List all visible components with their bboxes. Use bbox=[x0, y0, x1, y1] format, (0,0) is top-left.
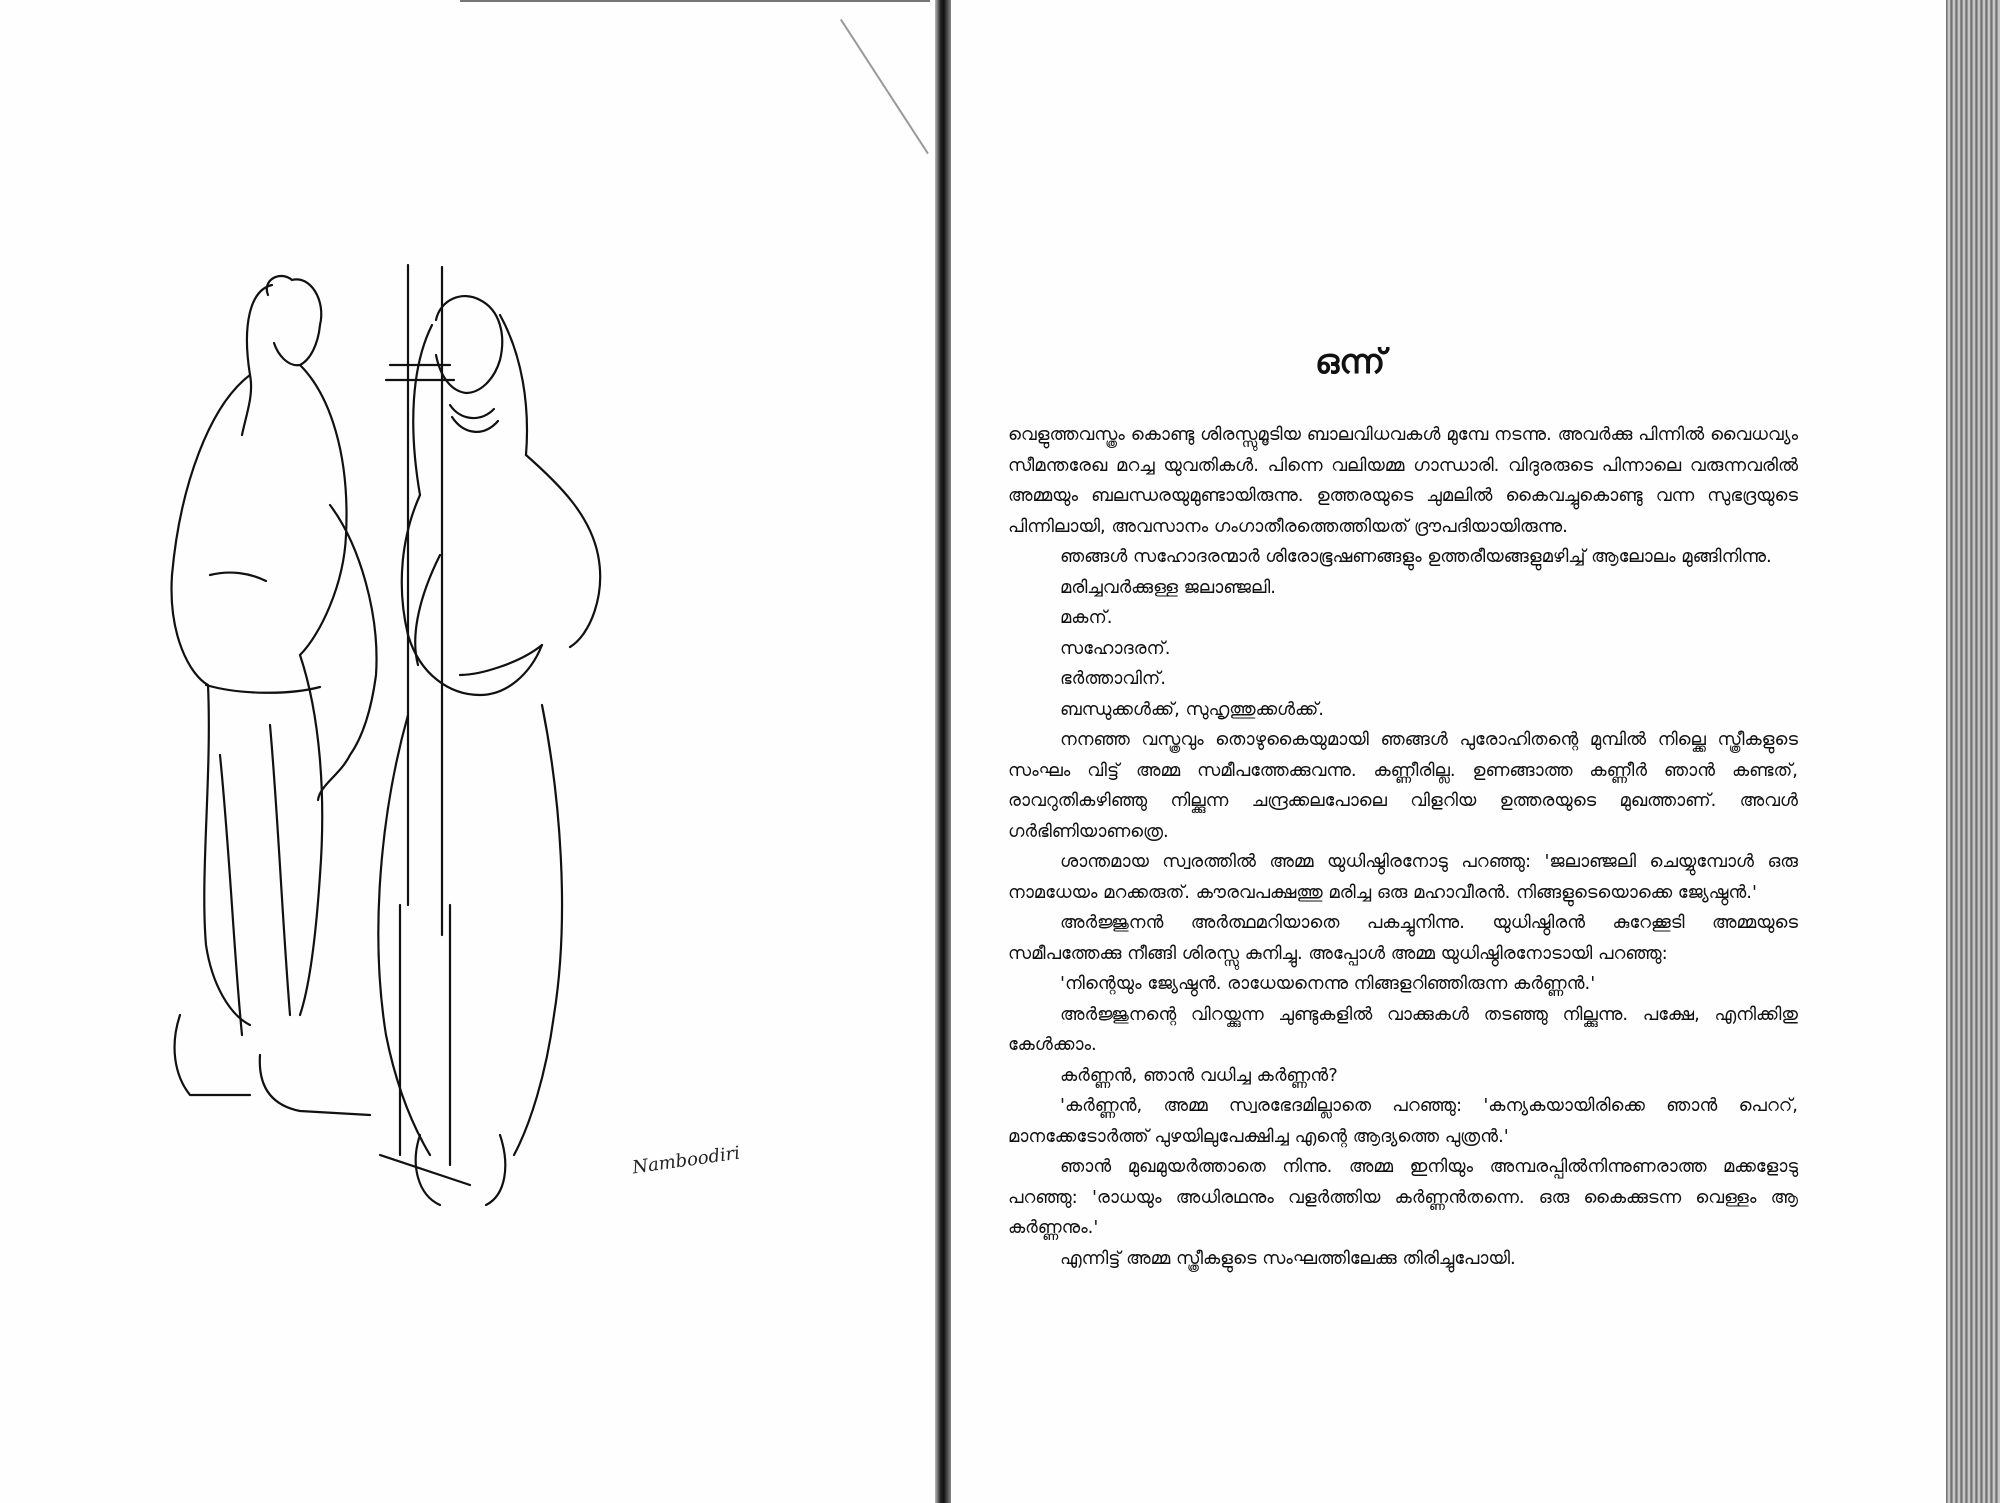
woman-skirt bbox=[378, 705, 562, 1155]
paragraph: 'കർണ്ണൻ, അമ്മ സ്വരഭേദമില്ലാതെ പറഞ്ഞു: 'കന്യകയായിരിക്കെ ഞാൻ പെററ്, മാനക്കേടോർത്ത് പുഴയിലുപേക്ഷിച്ച എന്റെ ആദ്യത്തെ പുത്രൻ.' bbox=[1008, 1095, 1798, 1147]
paragraph: 'നിന്റെയും ജ്യേഷ്ഠൻ. രാധേയനെന്നു നിങ്ങളറിഞ്ഞിരുന്ന കർണ്ണൻ.' bbox=[1060, 973, 1596, 994]
page-edges bbox=[1946, 0, 2000, 1503]
paragraph: കർണ്ണൻ, ഞാൻ വധിച്ച കർണ്ണൻ? bbox=[1060, 1064, 1338, 1086]
man-feet bbox=[175, 1015, 370, 1115]
paragraph: നനഞ്ഞ വസ്ത്രവും തൊഴുകൈയുമായി ഞങ്ങൾ പുരോഹിതന്റെ മുമ്പിൽ നില്ക്കെ സ്ത്രീകളുടെ സംഘം വിട്ട് അമ്മ സമീപത്തേക്കുവന്നു. കണ്ണീരില്ല. ഉണങ്ങാത്ത കണ്ണീർ ഞാൻ കണ്ടത്, രാവറുതികഴിഞ്ഞു നില്ക്കുന്ന ചന്ദ്രക്കലപോലെ വിളറിയ ഉത്തരയുടെ മുഖത്താണ്. അവൾ ഗർഭിണിയാണത്രെ. bbox=[1008, 729, 1798, 842]
chapter-body bbox=[1008, 420, 1798, 1274]
woman-jewelry bbox=[450, 405, 498, 432]
illustration bbox=[150, 255, 770, 1285]
paragraph: മകന്. bbox=[1060, 607, 1113, 628]
paragraph: ശാന്തമായ സ്വരത്തിൽ അമ്മ യുധിഷ്ഠിരനോടു പറഞ്ഞു: 'ജലാഞ്ജലി ചെയ്യുമ്പോൾ ഒരു നാമധേയം മറക്കരുത്. കൗരവപക്ഷത്തു മരിച്ച ഒരു മഹാവീരൻ. നിങ്ങളുടെയൊക്കെ ജ്യേഷ്ഠൻ.' bbox=[1008, 851, 1798, 903]
woman-head bbox=[436, 296, 502, 393]
paragraph: വെളുത്തവസ്ത്രം കൊണ്ടു ശിരസ്സുമൂടിയ ബാലവിധവകൾ മുമ്പേ നടന്നു. അവർക്കു പിന്നിൽ വൈധവ്യം സീമന്തരേഖ മറച്ച യുവതികൾ. പിന്നെ വലിയമ്മ ഗാന്ധാരി. വിദുരരുടെ പിന്നാലെ വരുന്നവരിൽ അമ്മയും ബലന്ധരയുമുണ്ടായിരുന്നു. ഉത്തരയുടെ ചുമലിൽ കൈവച്ചുകൊണ്ടു വന്ന സുഭദ്രയുടെ പിന്നിലായി, അവസാനം ഗംഗാതീരത്തെത്തിയത് ദ്രൗപദിയായിരുന്നു. bbox=[1008, 424, 1798, 537]
man-hair bbox=[242, 285, 272, 435]
woman-feet bbox=[416, 1135, 506, 1205]
paragraph: അർജ്ജുനന്റെ വിറയ്ക്കുന്ന ചുണ്ടുകളിൽ വാക്കുകൾ തടഞ്ഞു നില്ക്കുന്നു. പക്ഷേ, എനിക്കിതു കേൾക്കാം. bbox=[1008, 1003, 1798, 1055]
man-dhoti bbox=[206, 685, 320, 1035]
paragraph: ഞാൻ മുഖമുയർത്താതെ നിന്നു. അമ്മ ഇനിയും അമ്പരപ്പിൽനിന്നുണരാത്ത മക്കളോടു പറഞ്ഞു: 'രാധയും അധിരഥനും വളർത്തിയ കർണ്ണൻതന്നെ. ഒരു കൈക്കുടന്ന വെള്ളം ആ കർണ്ണനും.' bbox=[1008, 1156, 1798, 1238]
book-gutter bbox=[935, 0, 951, 1503]
paragraph: ഭർത്താവിന്. bbox=[1060, 668, 1166, 689]
page-top-edge bbox=[460, 0, 930, 2]
chapter-title: ഒന്ന് bbox=[1315, 342, 1386, 382]
pillar bbox=[380, 265, 470, 1185]
man-body bbox=[172, 365, 347, 1025]
paragraph: അർജ്ജുനൻ അർത്ഥമറിയാതെ പകച്ചുനിന്നു. യുധിഷ്ഠിരൻ കുറേക്കൂടി അമ്മയുടെ സമീപത്തേക്കു നീങ്ങി ശിരസ്സു കുനിച്ചു. അപ്പോൾ അമ്മ യുധിഷ്ഠിരനോടായി പറഞ്ഞു: bbox=[1008, 912, 1798, 964]
woman-arm bbox=[415, 555, 542, 675]
paragraph: എന്നിട്ട് അമ്മ സ്ത്രീകളുടെ സംഘത്തിലേക്കു തിരിച്ചുപോയി. bbox=[1060, 1247, 1516, 1269]
paragraph: ഞങ്ങൾ സഹോദരന്മാർ ശിരോഭൂഷണങ്ങളും ഉത്തരീയങ്ങളുമഴിച്ച് ആലോലം മുങ്ങിനിന്നു. bbox=[1060, 546, 1772, 567]
man-armband bbox=[210, 573, 266, 581]
paragraph: സഹോദരന്. bbox=[1060, 637, 1171, 659]
artist-signature: Namboodiri bbox=[631, 1142, 742, 1179]
woman-veil bbox=[413, 315, 527, 495]
man-arm bbox=[318, 505, 377, 800]
man-head bbox=[267, 276, 321, 365]
paragraph: ബന്ധുക്കൾക്ക്, സുഹൃത്തുക്കൾക്ക്. bbox=[1060, 698, 1324, 720]
paragraph: മരിച്ചവർക്കുള്ള ജലാഞ്ജലി. bbox=[1060, 576, 1276, 598]
